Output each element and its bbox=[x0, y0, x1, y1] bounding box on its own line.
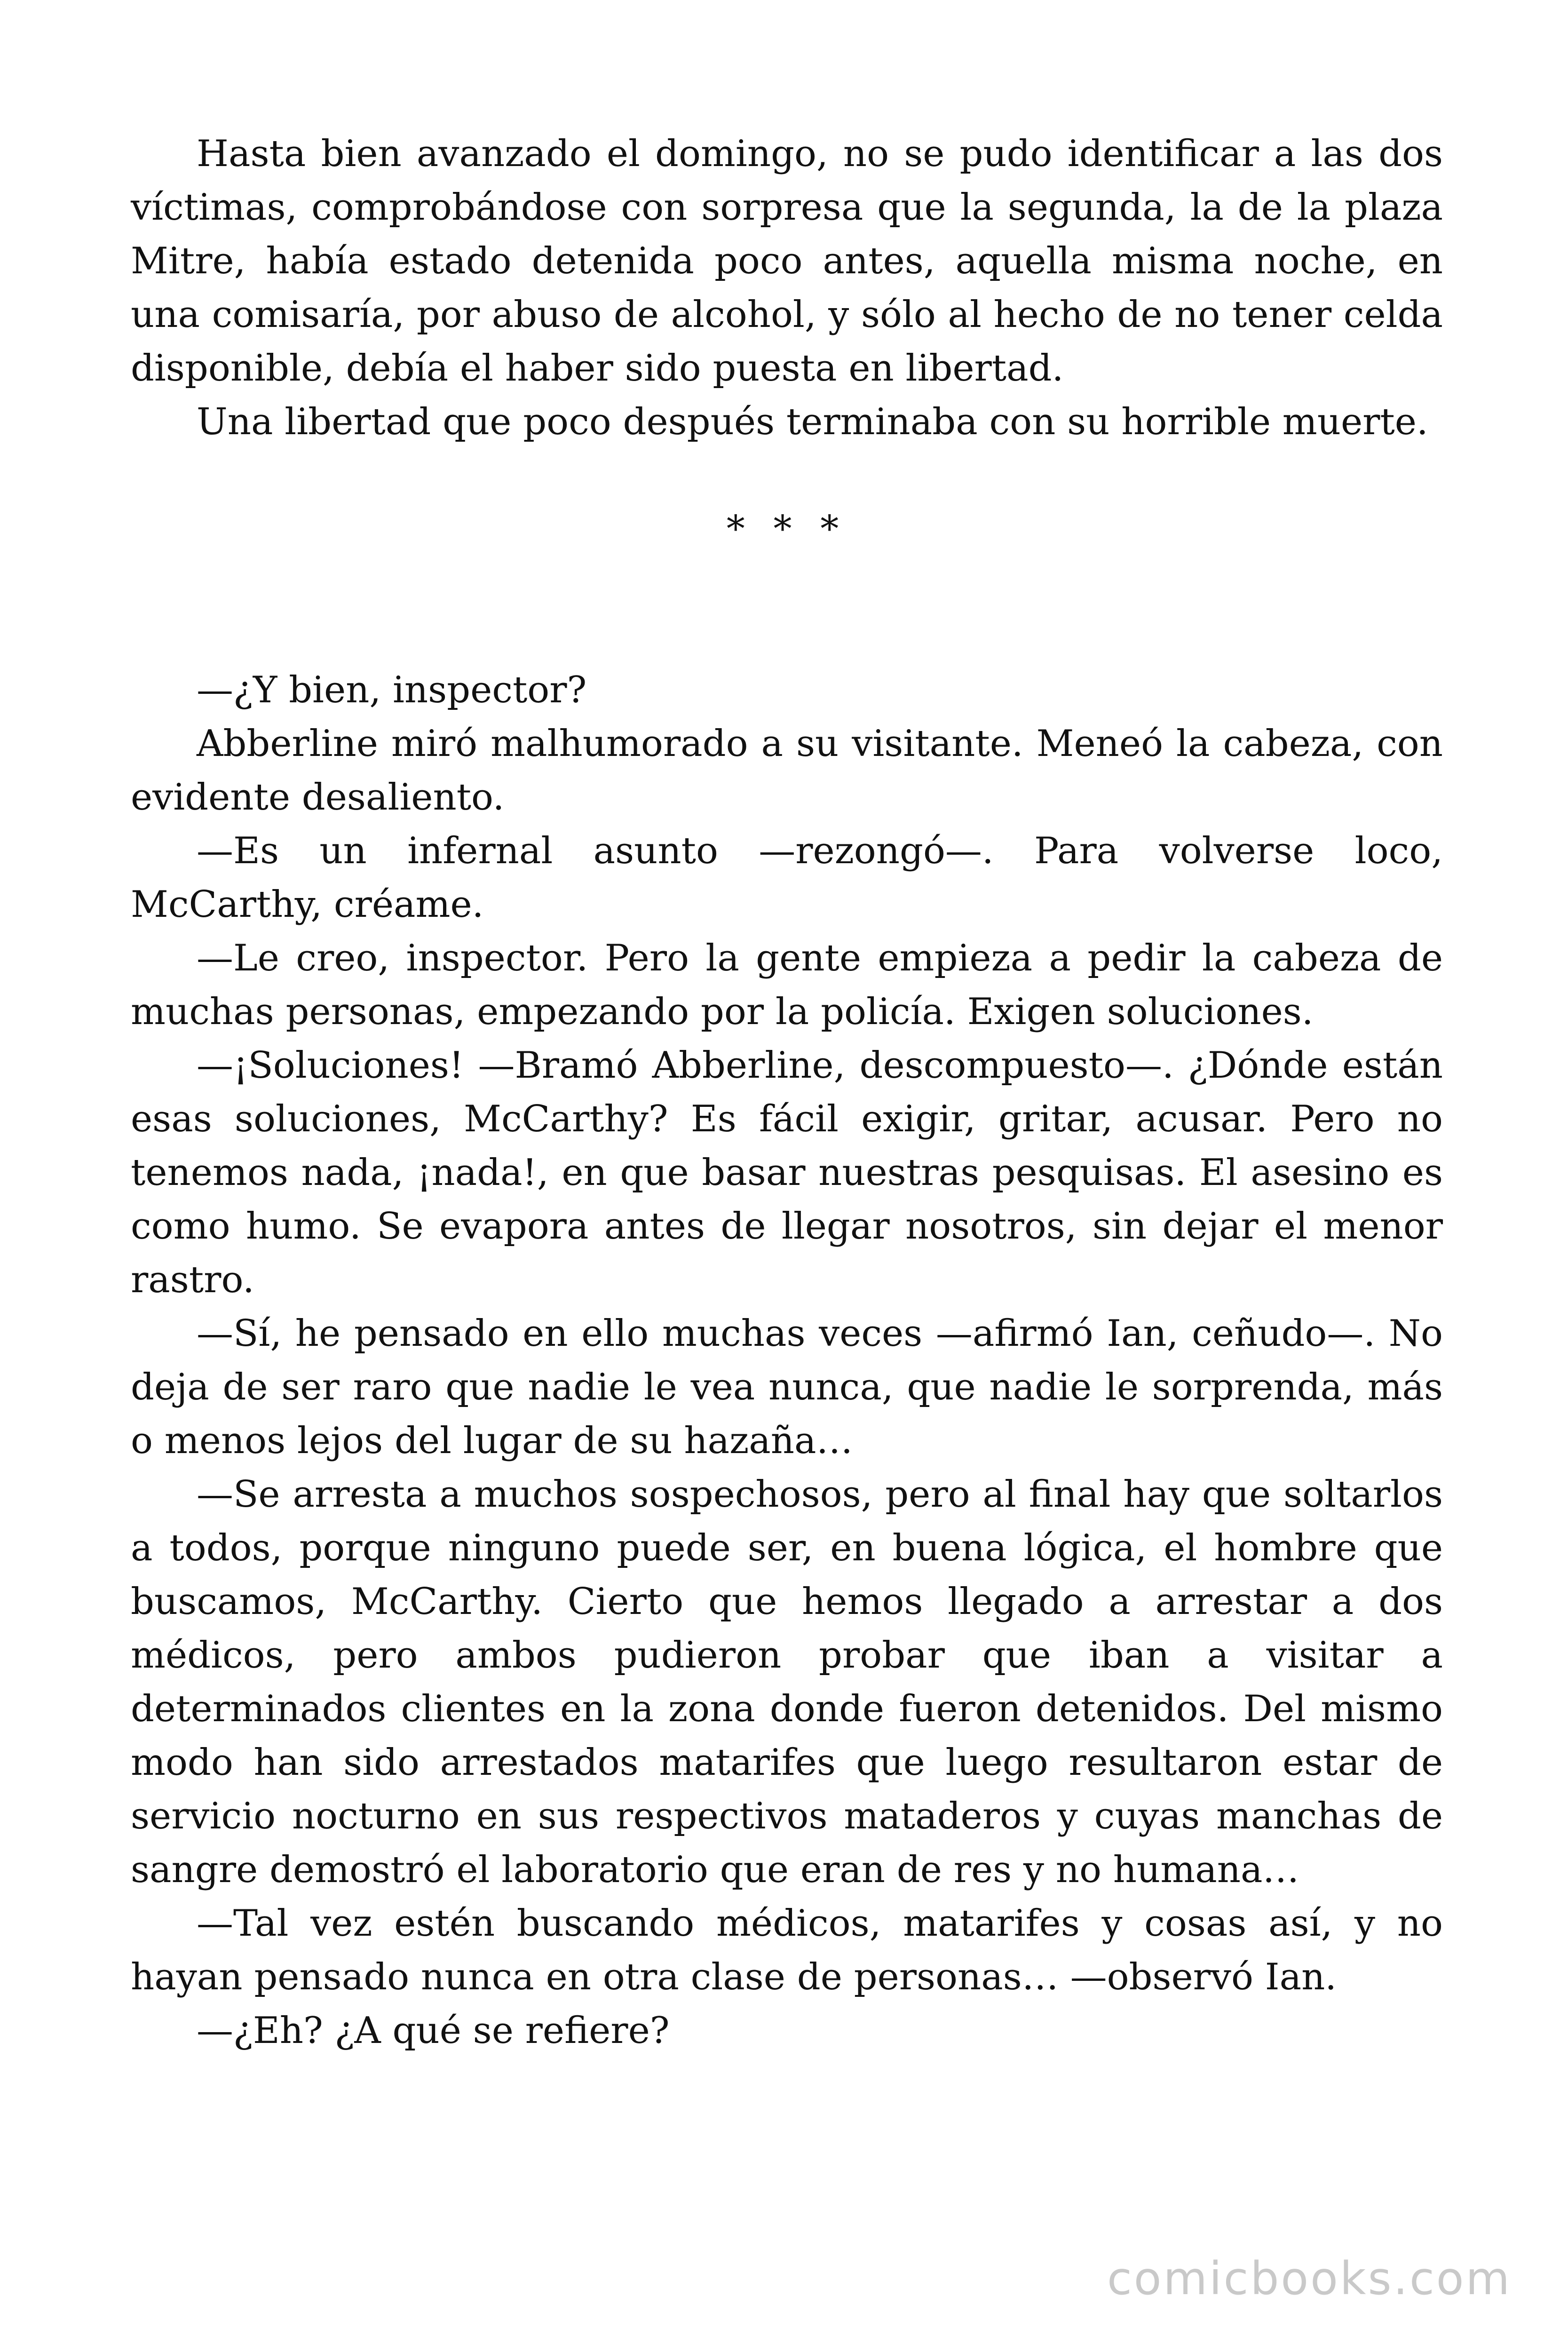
paragraph: —Tal vez estén buscando médicos, matarifes y cosas así, y no hayan pensado nunca en otra clase de personas… —observó Ian. bbox=[131, 1902, 1443, 1998]
paragraph: —¡Soluciones! —Bramó Abberline, descompuesto—. ¿Dónde están esas soluciones, McCarthy? Es fácil exigir, gritar, acusar. Pero no tenemos nada, ¡nada!, en que basar nuestras pesquisas. El asesino es como humo. Se evapora antes de llegar nosotros, sin dejar el menor rastro. bbox=[131, 1044, 1443, 1301]
paragraph: —Le creo, inspector. Pero la gente empieza a pedir la cabeza de muchas personas, empezando por la policía. Exigen soluciones. bbox=[131, 937, 1443, 1033]
paragraph: Abberline miró malhumorado a su visitante. Meneó la cabeza, con evidente desaliento. bbox=[131, 723, 1443, 818]
section-separator: * * * bbox=[726, 508, 847, 550]
paragraph: —Sí, he pensado en ello muchas veces —afirmó Ian, ceñudo—. No deja de ser raro que nadie le vea nunca, que nadie le sorprenda, más o menos lejos del lugar de su hazaña… bbox=[131, 1312, 1443, 1462]
paragraph: Hasta bien avanzado el domingo, no se pudo identificar a las dos víctimas, comprobándose con sorpresa que la segunda, la de la plaza Mitre, había estado detenida poco antes, aquella misma noche, en una comisaría, por abuso de alcohol, y sólo al hecho de no tener celda disponible, debía el haber sido puesta en libertad. bbox=[131, 133, 1443, 389]
paragraph: —Es un infernal asunto —rezongó—. Para volverse loco, McCarthy, créame. bbox=[131, 830, 1443, 926]
paragraph: —Se arresta a muchos sospechosos, pero al final hay que soltarlos a todos, porque ninguno puede ser, en buena lógica, el hombre que buscamos, McCarthy. Cierto que hemos llegado a arrestar a dos médicos, pero ambos pudieron probar que iban a visitar a determinados clientes en la zona donde fueron detenidos. Del mismo modo han sido arrestados matarifes que luego resultaron estar de servicio nocturno en sus respectivos mataderos y cuyas manchas de sangre demostró el laboratorio que eran de res y no humana… bbox=[131, 1473, 1443, 1891]
page-text bbox=[131, 127, 1443, 2058]
paragraph: —¿Y bien, inspector? bbox=[197, 669, 587, 711]
watermark: comicbooks.com bbox=[1107, 2252, 1512, 2305]
paragraph: Una libertad que poco después terminaba con su horrible muerte. bbox=[197, 401, 1428, 443]
paragraph: —¿Eh? ¿A qué se refiere? bbox=[197, 2010, 670, 2052]
